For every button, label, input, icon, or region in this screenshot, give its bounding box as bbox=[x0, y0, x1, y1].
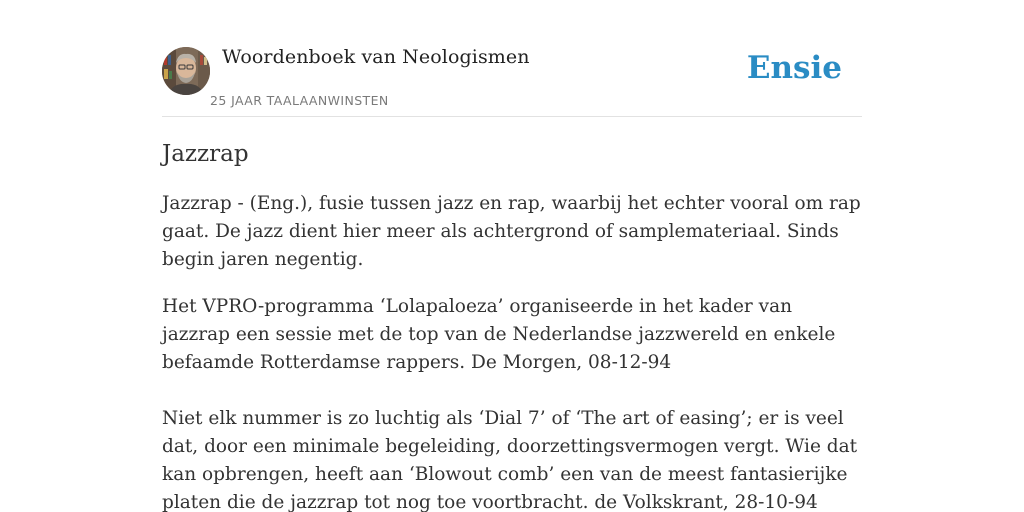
avatar[interactable] bbox=[162, 47, 210, 95]
entry-definition: Jazzrap - (Eng.), fusie tussen jazz en rap, waarbij het echter vooral om rap gaat. De jazz dient hier meer als achtergrond of samplemateriaal. Sinds begin jaren negentig. bbox=[162, 193, 861, 270]
header bbox=[162, 46, 862, 117]
author-name[interactable]: Woordenboek van Neologismen bbox=[222, 46, 530, 68]
author-tagline: 25 JAAR TAALAANWINSTEN bbox=[210, 93, 389, 108]
author-portrait-icon bbox=[162, 47, 210, 95]
entry-quote: Het VPRO-programma ‘Lolapaloeza’ organiseerde in het kader van jazzrap een sessie met de top van de Nederlandse jazzwereld en enkele befaamde Rotterdamse rappers. De Morgen, 08-12-94 bbox=[162, 296, 836, 373]
entry-content bbox=[162, 138, 862, 512]
entry-quote: Niet elk nummer is zo luchtig als ‘Dial 7’ of ‘The art of easing’; er is veel dat, door een minimale begeleiding, doorzettingsvermogen vergt. Wie dat kan opbrengen, heeft aan ‘Blowout comb’ een van de meest fantasierijke platen die de jazzrap tot nog toe voortbracht. de Volkskrant, 28-10-94 bbox=[162, 408, 858, 512]
ensie-logo[interactable]: Ensie bbox=[746, 50, 842, 86]
entry-title: Jazzrap bbox=[162, 141, 249, 167]
